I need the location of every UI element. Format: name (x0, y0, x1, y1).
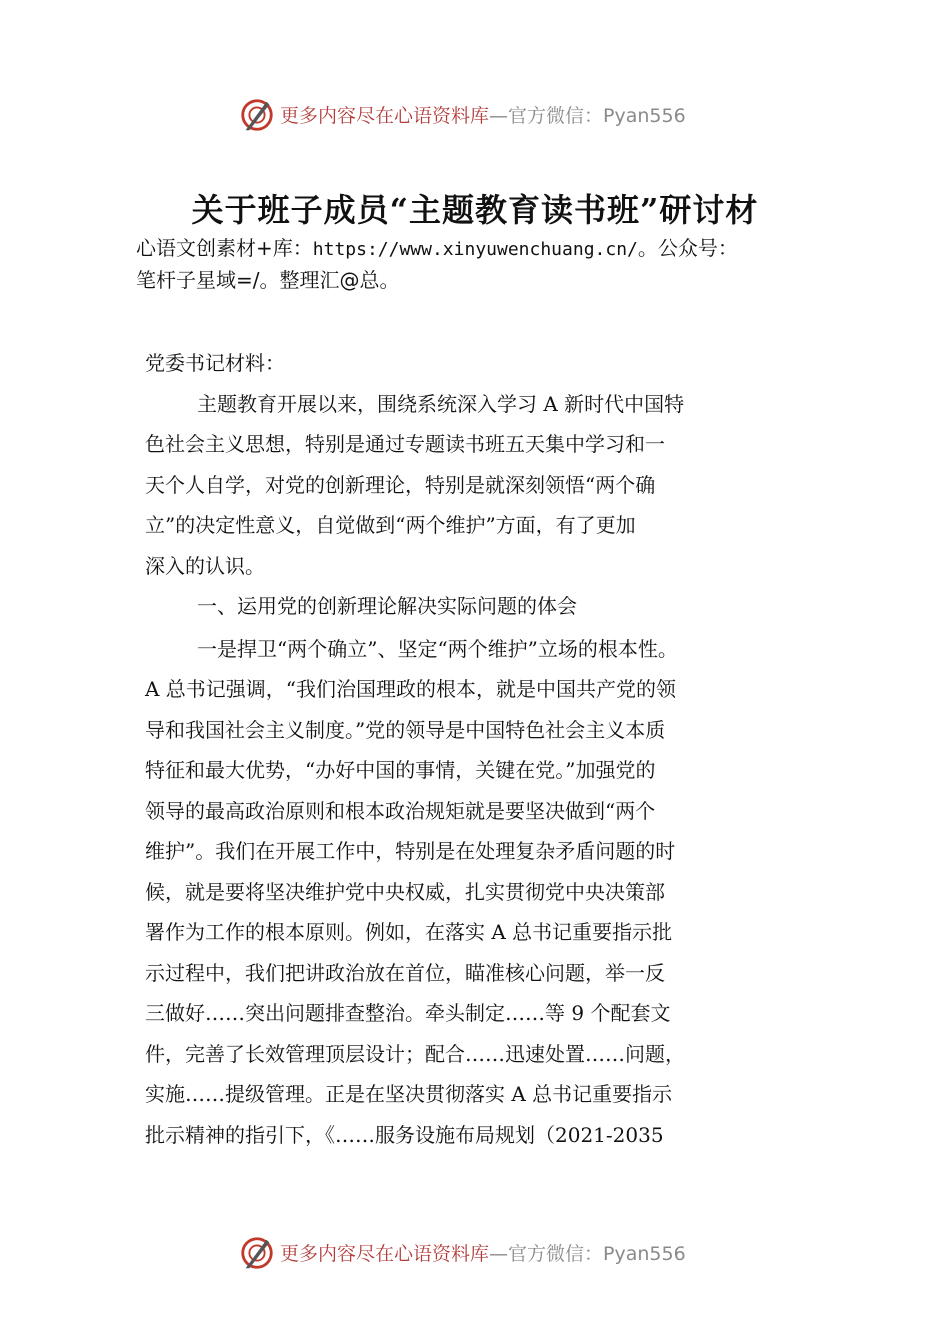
quill-logo-icon (238, 1234, 276, 1272)
paragraph-line: 三做好……突出问题排查整治。牵头制定……等 9 个配套文 (145, 1001, 671, 1025)
banner-wechat-label: —官方微信： (489, 1243, 604, 1265)
banner-site-name: 更多内容尽在心语资料库 (280, 1243, 490, 1265)
paragraph-line: 色社会主义思想，特别是通过专题读书班五天集中学习和一 (145, 432, 665, 456)
header-banner (0, 94, 950, 134)
section-label: 党委书记材料： (145, 351, 285, 375)
paragraph-line: 立”的决定性意义，自觉做到“两个维护”方面，有了更加 (145, 513, 636, 537)
banner-text (280, 1239, 686, 1266)
section-heading: 一、运用党的创新理论解决实际问题的体会 (197, 594, 577, 618)
paragraph-line: 深入的认识。 (145, 553, 265, 578)
document-title: 关于班子成员“主题教育读书班”研讨材 (191, 191, 759, 229)
quill-logo-icon (238, 96, 276, 134)
paragraph-line: A 总书记强调，“我们治国理政的根本，就是中国共产党的领 (145, 677, 677, 701)
paragraph-line: 候，就是要将坚决维护党中央权威，扎实贯彻党中央决策部 (145, 879, 665, 904)
banner-wechat-id: Pyan556 (603, 105, 686, 127)
paragraph-line: 实施……提级管理。正是在坚决贯彻落实 A 总书记重要指示 (145, 1082, 673, 1106)
paragraph-line: 特征和最大优势，“办好中国的事情，关键在党。”加强党的 (145, 758, 656, 782)
source-suffix: 。公众号： (637, 236, 738, 260)
banner-text (280, 101, 686, 128)
banner-wechat-id: Pyan556 (603, 1243, 686, 1265)
source-line-2: 笔杆子星域=/。整理汇@总。 (136, 268, 400, 292)
paragraph-line: 导和我国社会主义制度。”党的领导是中国特色社会主义本质 (145, 717, 666, 742)
paragraph-line: 领导的最高政治原则和根本政治规矩就是要坚决做到“两个 (145, 798, 656, 823)
banner-site-name: 更多内容尽在心语资料库 (280, 105, 490, 127)
paragraph-line: 维护”。我们在开展工作中，特别是在处理复杂矛盾问题的时 (145, 839, 676, 863)
source-note (136, 233, 936, 296)
paragraph-line: 天个人自学，对党的创新理论，特别是就深刻领悟“两个确 (145, 472, 656, 497)
paragraph-line: 署作为工作的根本原则。例如，在落实 A 总书记重要指示批 (145, 920, 673, 944)
banner-wechat-label: —官方微信： (489, 105, 604, 127)
paragraph-line: 示过程中，我们把讲政治放在首位，瞄准核心问题，举一反 (145, 960, 665, 985)
source-prefix: 心语文创素材+库： (136, 236, 313, 260)
footer-banner (0, 1232, 950, 1272)
paragraph-line: 件，完善了长效管理顶层设计；配合……迅速处置……问题， (145, 1041, 685, 1066)
paragraph-line: 一是捍卫“两个确立”、坚定“两个维护”立场的根本性。 (197, 636, 678, 661)
paragraph-line: 批示精神的指引下，《……服务设施布局规划（2021-2035 (145, 1122, 664, 1147)
source-url: https://www.xinyuwenchuang.cn/ (312, 239, 638, 260)
body-text (145, 343, 813, 1155)
paragraph-line: 主题教育开展以来，围绕系统深入学习 A 新时代中国特 (197, 391, 685, 416)
